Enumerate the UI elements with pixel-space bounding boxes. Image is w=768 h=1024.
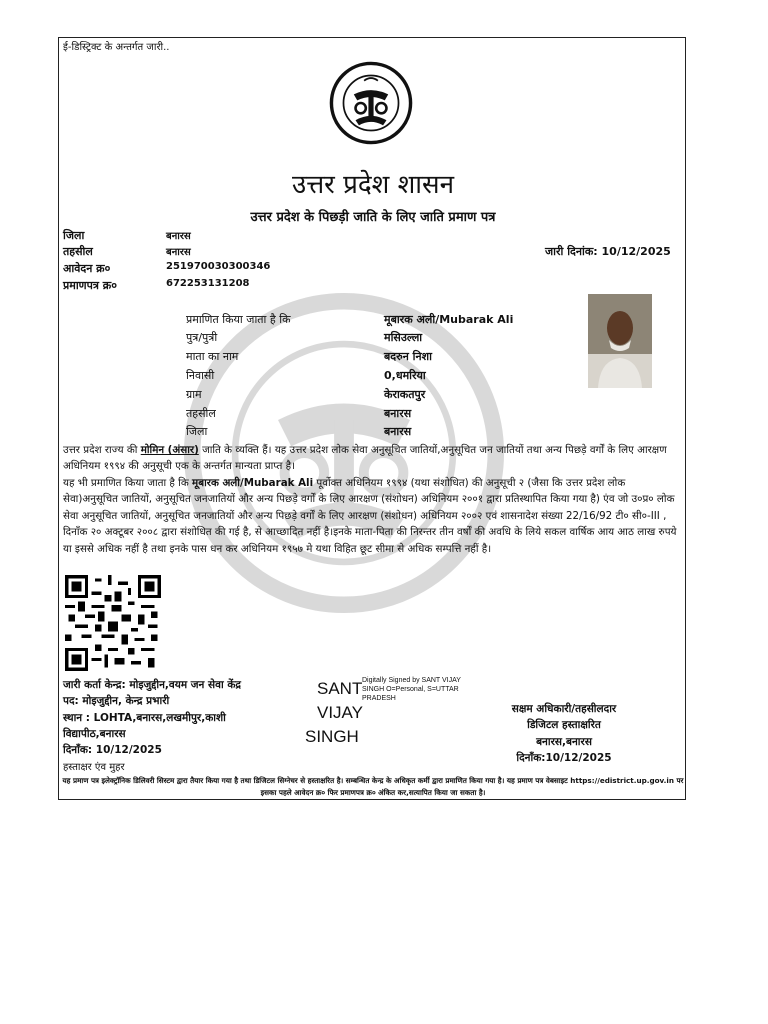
detail-label: पुत्र/पुत्री <box>186 331 218 344</box>
up-government-emblem-icon <box>328 60 414 146</box>
issuer-date: दिनाँक: 10/12/2025 <box>63 744 162 756</box>
seal-note: हस्ताक्षर एंव मुहर <box>63 762 125 773</box>
signer-name-line1: SANT <box>317 679 363 698</box>
certificate-number-label: प्रमाणपत्र क्र० <box>63 279 117 292</box>
applicant-name-inline: मूबारक अली/Mubarak Ali <box>192 477 314 489</box>
qr-code <box>65 575 161 671</box>
village-value: केराकतपुर <box>384 388 426 401</box>
issue-date-value: 10/12/2025 <box>601 245 671 258</box>
tehsil-value: बनारस <box>166 247 191 258</box>
applicant-name-value: मूबारक अली/Mubarak Ali <box>384 313 514 326</box>
detail-district-value: बनारस <box>384 425 412 438</box>
signer-name-line2: VIJAY <box>317 703 363 722</box>
digital-signature-note: Digitally Signed by SANT VIJAY SINGH O=Personal, S=UTTAR PRADESH <box>362 677 461 702</box>
detail-label: निवासी <box>186 369 215 382</box>
document-title: उत्तर प्रदेश शासन <box>291 170 455 200</box>
issue-date <box>545 244 671 259</box>
authority-sign: डिजिटल हस्ताक्षरित <box>527 719 601 731</box>
application-number-label: आवेदन क्र० <box>63 262 111 275</box>
certification-paragraph <box>63 475 683 557</box>
caste-name: मोमिन (अंसार) <box>140 444 199 456</box>
applicant-photo <box>588 294 652 388</box>
authority-place: बनारस,बनारस <box>536 736 592 748</box>
issuer-center: जारी कर्ता केन्द्र: मोइजुद्दीन,वयम जन सेवा केंद्र <box>63 679 241 691</box>
district-value: बनारस <box>166 231 191 242</box>
detail-label: तहसील <box>186 407 216 420</box>
verification-note: यह प्रमाण पत्र इलेक्ट्रॉनिक डिलिवरी सिस्टम द्वारा तैयार किया गया है तथा डिजिटल सिग्नेचर से हस्ताक्षरित है। सम्बन्धित केन्द्र के अधिकृत कर्मी द्वारा प्रमाणित किया गया है। यह प्रमाण पत्र वेबसाइट https://edistrict.up.gov.in पर इसका पहले आवेदन क्र० फिर प्रमाणपत्र क्र० अंकित कर,सत्यापित किया जा सकता है। <box>62 776 684 797</box>
certificate-page <box>58 37 686 800</box>
issuer-place-line1: स्थान : LOHTA,बनारस,लखमीपुर,काशी <box>63 712 226 724</box>
detail-label: प्रमाणित किया जाता है कि <box>186 313 291 326</box>
para-text: यह भी प्रमाणित किया जाता है कि <box>63 477 193 489</box>
residence-value: 0,धमरिया <box>384 369 426 382</box>
issuer-post: पद: मोइजुद्दीन, केन्द्र प्रभारी <box>63 695 170 707</box>
certificate-number-value: 672253131208 <box>166 278 250 289</box>
detail-label: माता का नाम <box>186 350 239 363</box>
para-text: जाति के व्यक्ति हैं। यह उत्तर प्रदेश लोक सेवा अनुसूचित जातियों,अनुसूचित जन जातियों तथा अन्य पिछड़े वर्गों के लिए आरक्षण अधिनियम १९९४ की अनुसूची एक के अन्तर्गत मान्यता प्राप्त है। <box>63 444 667 473</box>
authority-title: सक्षम अधिकारी/तहसीलदार <box>511 703 617 715</box>
mother-name-value: बदरुन निशा <box>384 350 432 363</box>
application-number-value: 251970030300346 <box>166 261 271 272</box>
detail-label: जिला <box>186 425 208 438</box>
tehsil-label: तहसील <box>63 245 93 258</box>
issuer-place-line2: विद्यापीठ,बनारस <box>63 728 126 740</box>
parent-name-value: मसिउल्ला <box>384 331 423 344</box>
para-text: उत्तर प्रदेश राज्य की <box>63 444 141 456</box>
recognition-paragraph <box>63 442 683 475</box>
para-text: पूर्वोक्त अधिनियम १९९४ (यथा संशोधित) की अनुसूची २ (जैसा कि उत्तर प्रदेश लोक सेवा)अनुसूचित जातियों, अनुसूचित जनजातियों और अन्य पिछड़े वर्गों के लिए आरक्षण (संशोधन) अधिनियम २००१ द्वारा प्रतिस्थापित किया गया है) एंव जो उ०प्र० लोक सेवा अनुसूचित जातियों, अनुसूचित जनजातियों और अन्य पिछड़े वर्गों के लिए आरक्षण (संशोधन) अधिनियम २००२ एवं शासनादेश संख्या 22/16/92 टी० सी०-III , दिनाँक २० अक्टूबर २००८ द्वारा संशोधित की गई है, से आच्छादित नहीं है।इनके माता-पिता की निरन्तर तीन वर्षों की अवधि के लिये सकल वार्षिक आय आठ लाख रुपये या इससे अधिक नहीं है तथा इनके पास धन कर अधिनियम १९५७ मे यथा विहित छूट सीमा से अधिक सम्पत्ति नहीं है। <box>63 477 677 555</box>
issue-date-label: जारी दिनांक: <box>545 245 598 258</box>
signer-name-line3: SINGH <box>305 727 359 746</box>
document-subtitle: उत्तर प्रदेश के पिछड़ी जाति के लिए जाति प्रमाण पत्र <box>250 210 496 225</box>
top-note: ई-डिस्ट्रिक्ट के अन्तर्गत जारी.. <box>63 42 170 53</box>
authority-date: दिनाँक:10/12/2025 <box>516 752 612 764</box>
district-label: जिला <box>63 229 85 242</box>
detail-tehsil-value: बनारस <box>384 407 412 420</box>
detail-label: ग्राम <box>186 388 202 401</box>
